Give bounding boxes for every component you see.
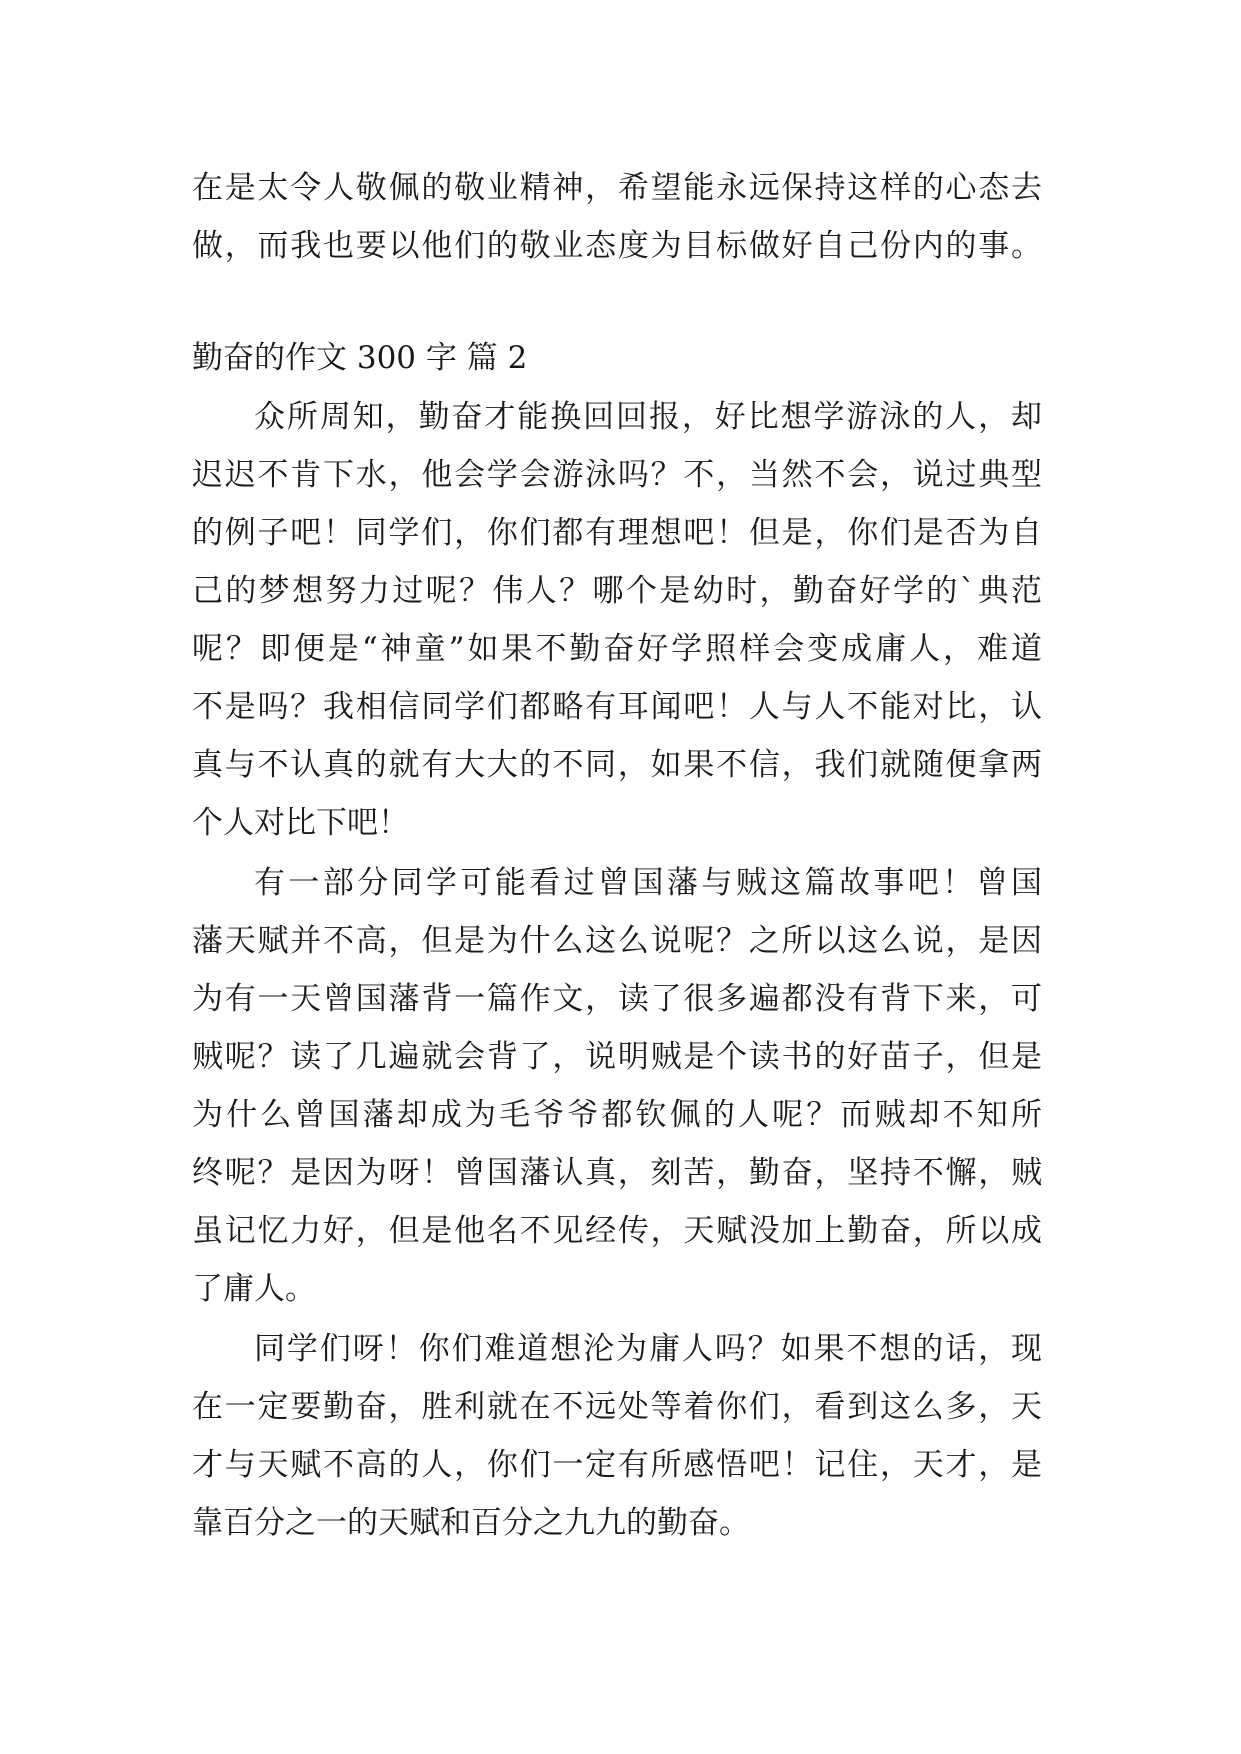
paragraph-1-line-7: 真与不认真的就有大大的不同，如果不信，我们就随便拿两 xyxy=(192,747,1042,783)
paragraph-1-line-8: 个人对比下吧！ xyxy=(192,805,409,841)
paragraph-2-line-1: 有一部分同学可能看过曾国藩与贼这篇故事吧！曾国 xyxy=(254,865,1042,901)
section-title: 勤奋的作文 300 字 篇 2 xyxy=(192,340,528,376)
paragraph-2-line-3: 为有一天曾国藩背一篇作文，读了很多遍都没有背下来，可 xyxy=(192,981,1042,1017)
paragraph-3-line-2: 在一定要勤奋，胜利就在不远处等着你们，看到这么多，天 xyxy=(192,1389,1042,1425)
paragraph-1-line-5: 呢？即便是“神童”如果不勤奋好学照样会变成庸人，难道 xyxy=(192,631,1042,667)
paragraph-1-line-2: 迟迟不肯下水，他会学会游泳吗？不，当然不会，说过典型 xyxy=(192,457,1042,493)
paragraph-2-line-4: 贼呢？读了几遍就会背了，说明贼是个读书的好苗子，但是 xyxy=(192,1039,1042,1075)
paragraph-2-line-8: 了庸人。 xyxy=(192,1271,316,1307)
paragraph-3-line-3: 才与天赋不高的人，你们一定有所感悟吧！记住，天才，是 xyxy=(192,1447,1042,1483)
continuation-line-1: 在是太令人敬佩的敬业精神，希望能永远保持这样的心态去 xyxy=(192,170,1042,206)
paragraph-3-line-4: 靠百分之一的天赋和百分之九九的勤奋。 xyxy=(192,1505,750,1541)
paragraph-1-line-3: 的例子吧！同学们，你们都有理想吧！但是，你们是否为自 xyxy=(192,515,1042,551)
continuation-line-2: 做，而我也要以他们的敬业态度为目标做好自己份内的事。 xyxy=(192,228,1042,264)
paragraph-2-line-7: 虽记忆力好，但是他名不见经传，天赋没加上勤奋，所以成 xyxy=(192,1213,1042,1249)
paragraph-1-line-4: 己的梦想努力过呢？伟人？哪个是幼时，勤奋好学的`典范 xyxy=(192,573,1042,609)
paragraph-2-line-2: 藩天赋并不高，但是为什么这么说呢？之所以这么说，是因 xyxy=(192,923,1042,959)
paragraph-1-line-1: 众所周知，勤奋才能换回回报，好比想学游泳的人，却 xyxy=(254,399,1042,435)
paragraph-3-line-1: 同学们呀！你们难道想沦为庸人吗？如果不想的话，现 xyxy=(254,1331,1042,1367)
paragraph-2-line-6: 终呢？是因为呀！曾国藩认真，刻苦，勤奋，坚持不懈，贼 xyxy=(192,1155,1042,1191)
paragraph-1-line-6: 不是吗？我相信同学们都略有耳闻吧！人与人不能对比，认 xyxy=(192,689,1042,725)
paragraph-2-line-5: 为什么曾国藩却成为毛爷爷都钦佩的人呢？而贼却不知所 xyxy=(192,1097,1042,1133)
